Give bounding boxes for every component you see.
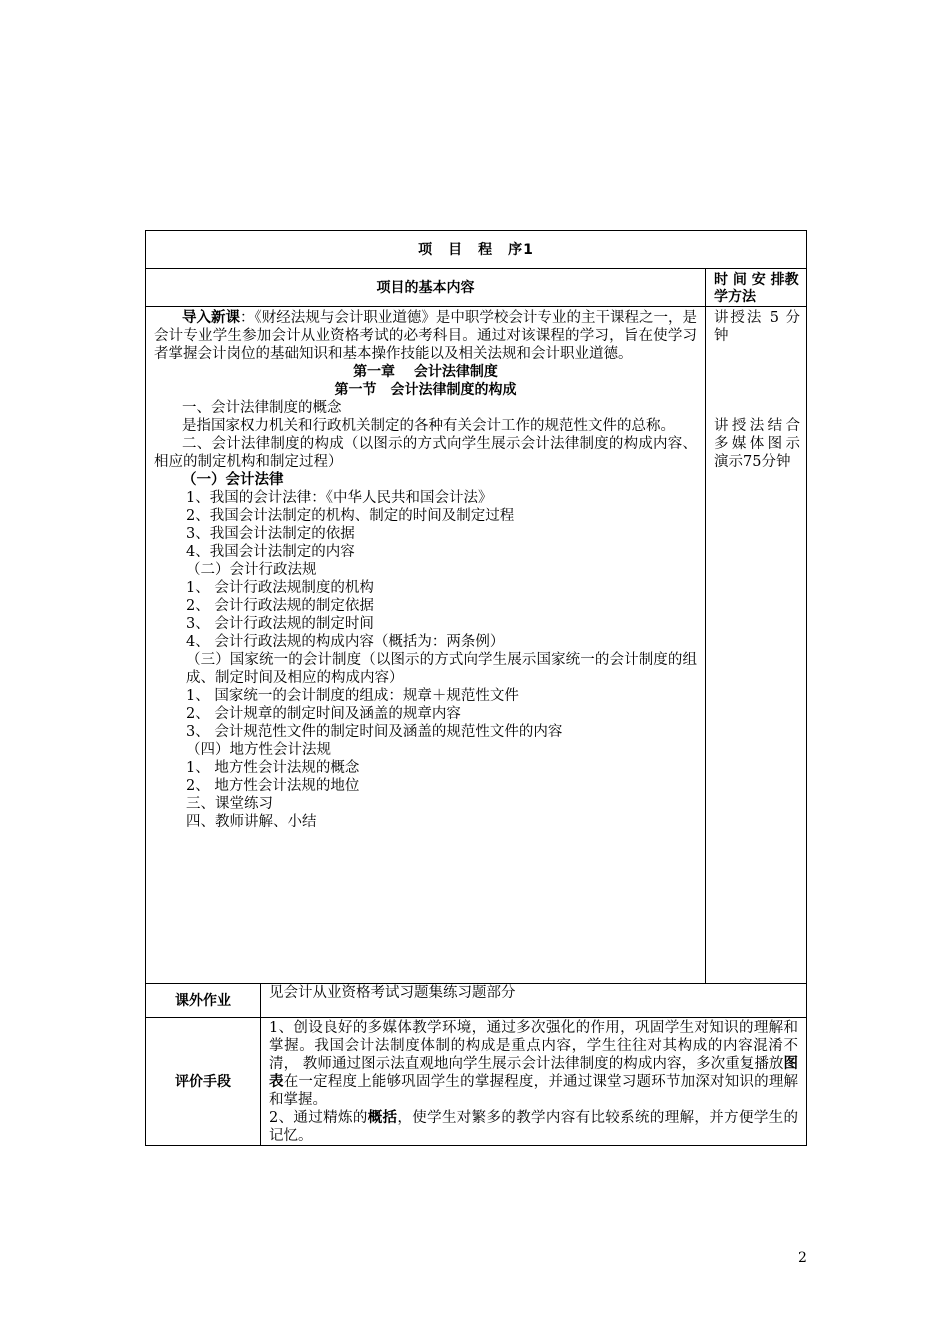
content-line: 1、 会计行政法规制度的机构 bbox=[186, 580, 374, 596]
evaluation-label: 评价手段 bbox=[146, 1018, 261, 1146]
time-method-header: 时 间 安 排教学方法 bbox=[706, 269, 807, 307]
time-method-cell bbox=[706, 307, 807, 984]
chapter-heading: 第一章 会计法律制度 bbox=[353, 364, 498, 380]
evaluation-emphasis: 概括 bbox=[367, 1110, 398, 1126]
content-line: 2、 会计规章的制定时间及涵盖的规章内容 bbox=[186, 706, 461, 722]
section-heading: 第一节 会计法律制度的构成 bbox=[334, 382, 517, 398]
evaluation-text-part: ，使学生对繁多的教学内容有比较系统的理解，并方便学生的记忆。 bbox=[269, 1110, 799, 1144]
content-line: 四、教师讲解、小结 bbox=[186, 814, 317, 830]
homework-label: 课外作业 bbox=[146, 984, 261, 1018]
content-line: 二、会计法律制度的构成（以图示的方式向学生展示会计法律制度的构成内容、相应的制定机构和制定过程） bbox=[154, 436, 697, 470]
content-line: 2、我国会计法制定的机构、制定的时间及制定过程 bbox=[186, 508, 515, 524]
content-line: 1、 国家统一的会计制度的组成：规章＋规范性文件 bbox=[186, 688, 519, 704]
time-note-lecture: 讲授法 5 分钟 bbox=[714, 310, 801, 344]
time-note-multimedia: 讲授法结合多媒体图示演示75分钟 bbox=[714, 418, 801, 470]
content-line: 4、我国会计法制定的内容 bbox=[186, 544, 355, 560]
content-line: （一）会计法律 bbox=[182, 472, 284, 488]
evaluation-paragraph-1 bbox=[269, 1019, 798, 1109]
content-line: 2、 地方性会计法规的地位 bbox=[186, 778, 360, 794]
basic-content-cell bbox=[146, 307, 706, 984]
content-line: （四）地方性会计法规 bbox=[186, 742, 331, 758]
evaluation-text-part: 1、创设良好的多媒体教学环境，通过多次强化的作用，巩固学生对知识的理解和掌握。我国会计法制度体制的构成是重点内容，学生往往对其构成的内容混淆不清， 教师通过图示法直观地向学生展示会计法律制度的构成内容，多次重复播放 bbox=[269, 1020, 799, 1072]
content-line: 3、 会计行政法规的制定时间 bbox=[186, 616, 374, 632]
content-line: 2、 会计行政法规的制定依据 bbox=[186, 598, 374, 614]
evaluation-text bbox=[261, 1018, 807, 1146]
content-line: 1、我国的会计法律：《中华人民共和国会计法》 bbox=[186, 490, 493, 506]
content-line: 3、我国会计法制定的依据 bbox=[186, 526, 355, 542]
evaluation-paragraph-2 bbox=[269, 1109, 798, 1145]
page-number: 2 bbox=[798, 1250, 807, 1266]
content-line: 三、课堂练习 bbox=[186, 796, 273, 812]
content-line: （三）国家统一的会计制度（以图示的方式向学生展示国家统一的会计制度的组成、制定时间及相应的构成内容） bbox=[186, 652, 697, 686]
content-line: 一、会计法律制度的概念 bbox=[182, 400, 342, 416]
content-line: 4、 会计行政法规的构成内容（概括为：两条例） bbox=[186, 634, 505, 650]
evaluation-text-part: 2、通过精炼的 bbox=[269, 1110, 368, 1126]
content-line: 3、 会计规范性文件的制定时间及涵盖的规范性文件的内容 bbox=[186, 724, 563, 740]
evaluation-emphasis: 图表 bbox=[269, 1056, 799, 1090]
content-line: 是指国家权力机关和行政机关制定的各种有关会计工作的规范性文件的总称。 bbox=[182, 418, 675, 434]
content-line: （二）会计行政法规 bbox=[186, 562, 317, 578]
intro-label: 导入新课 bbox=[182, 310, 241, 326]
intro-paragraph bbox=[154, 309, 697, 363]
basic-content-header: 项目的基本内容 bbox=[146, 269, 706, 307]
content-line: 1、 地方性会计法规的概念 bbox=[186, 760, 360, 776]
lesson-plan-table bbox=[145, 230, 807, 1146]
evaluation-text-part: 在一定程度上能够巩固学生的掌握程度，并通过课堂习题环节加深对知识的理解和掌握。 bbox=[269, 1074, 799, 1108]
table-title: 项 目 程 序1 bbox=[146, 231, 807, 269]
homework-text: 见会计从业资格考试习题集练习题部分 bbox=[261, 984, 807, 1018]
intro-text: ：《财经法规与会计职业道德》是中职学校会计专业的主干课程之一，是会计专业学生参加会计从业资格考试的必考科目。通过对该课程的学习，旨在使学习者掌握会计岗位的基础知识和基本操作技能以及相关法规和会计职业道德。 bbox=[154, 310, 697, 362]
